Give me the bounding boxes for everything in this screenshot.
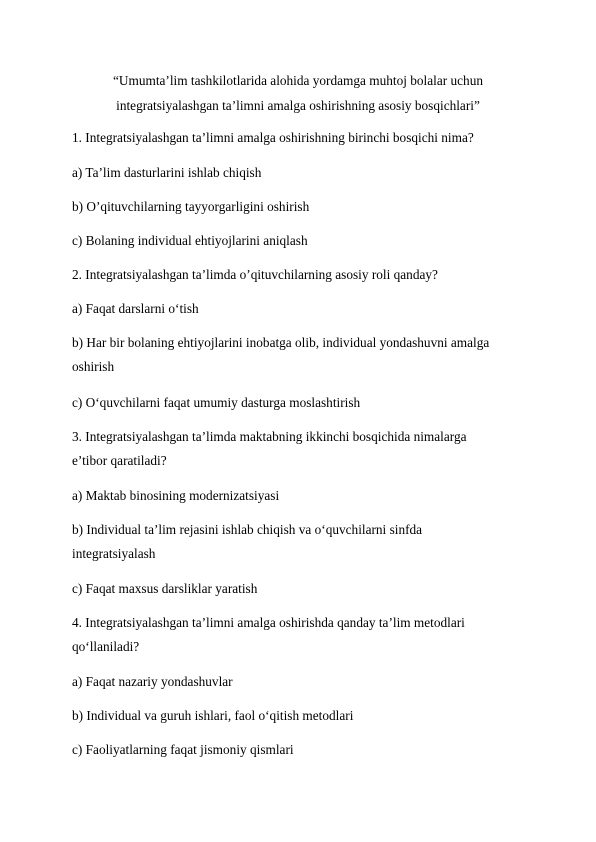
title-line-1: “Umumta’lim tashkilotlarida alohida yordamga muhtoj bolalar uchun <box>112 73 483 88</box>
question-2-option-a: a) Faqat darslarni o‘tish <box>72 301 199 316</box>
question-3-option-b: b) Individual ta’lim rejasini ishlab chiqish va o‘quvchilarni sinfda <box>72 522 423 537</box>
question-4-option-b: b) Individual va guruh ishlari, faol o‘qitish metodlari <box>72 708 354 723</box>
document-title <box>72 68 524 118</box>
question-4-option-c: c) Faoliyatlarning faqat jismoniy qismlari <box>72 742 294 757</box>
question-3-option-a: a) Maktab binosining modernizatsiyasi <box>72 488 280 503</box>
question-2-option-b-continued: oshirish <box>72 359 115 374</box>
question-3-continued: e’tibor qaratiladi? <box>72 453 167 468</box>
question-3-option-c: c) Faqat maxsus darsliklar yaratish <box>72 581 258 596</box>
question-2-option-c: c) O‘quvchilarni faqat umumiy dasturga moslashtirish <box>72 395 361 410</box>
question-3-option-b-continued: integratsiyalash <box>72 546 156 561</box>
question-2-option-b: b) Har bir bolaning ehtiyojlarini inobatga olib, individual yondashuvni amalga <box>72 335 490 350</box>
title-line-2: integratsiyalashgan ta’limni amalga oshirishning asosiy bosqichlari” <box>116 98 480 113</box>
question-3: 3. Integratsiyalashgan ta’limda maktabning ikkinchi bosqichida nimalarga <box>72 429 467 444</box>
question-4: 4. Integratsiyalashgan ta’limni amalga oshirishda qanday ta’lim metodlari <box>72 615 465 630</box>
question-1-option-a: a) Ta’lim dasturlarini ishlab chiqish <box>72 165 262 180</box>
question-4-option-a: a) Faqat nazariy yondashuvlar <box>72 674 233 689</box>
question-4-continued: qo‘llaniladi? <box>72 639 140 654</box>
question-1-option-c: c) Bolaning individual ehtiyojlarini aniqlash <box>72 233 308 248</box>
question-1-option-b: b) O’qituvchilarning tayyorgarligini oshirish <box>72 199 310 214</box>
question-2: 2. Integratsiyalashgan ta’limda o’qituvchilarning asosiy roli qanday? <box>72 267 438 282</box>
question-1: 1. Integratsiyalashgan ta’limni amalga oshirishning birinchi bosqichi nima? <box>72 130 474 145</box>
